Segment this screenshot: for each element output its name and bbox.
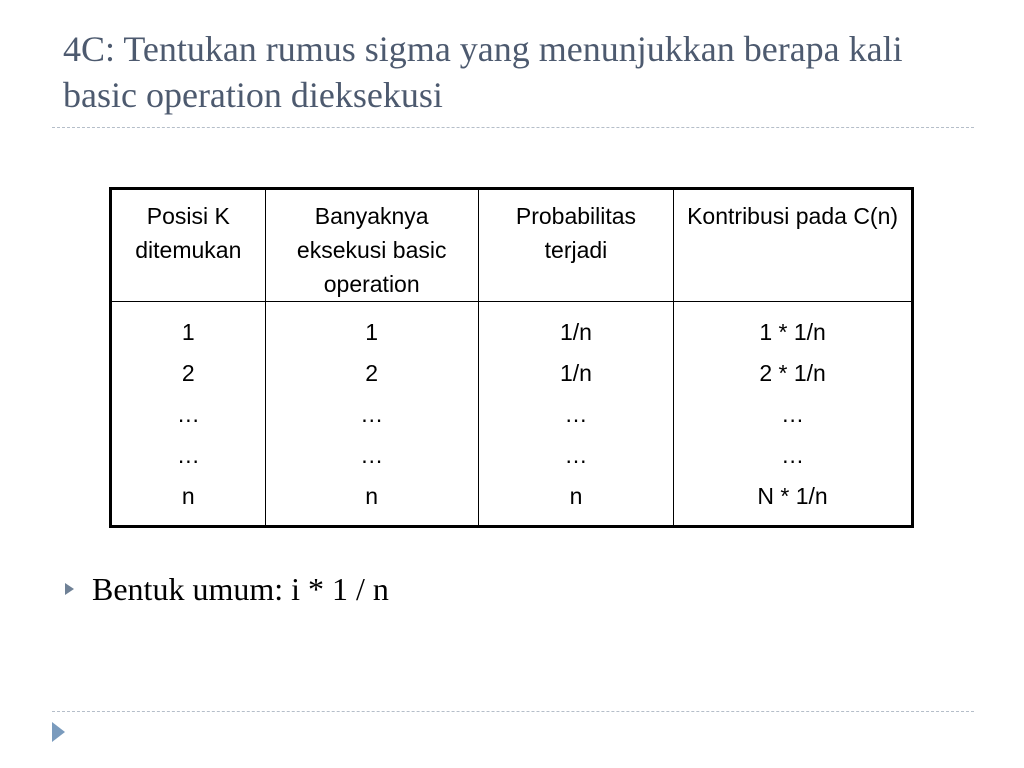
- header-banyaknya: Banyaknya eksekusi basic operation: [265, 189, 478, 302]
- cell-value: 1/n: [559, 319, 592, 345]
- slide-title: 4C: Tentukan rumus sigma yang menunjukkan berapa kali basic operation dieksekusi: [63, 29, 903, 115]
- cell-value: 1: [365, 319, 379, 345]
- cell-value: n: [181, 483, 195, 509]
- cell-posisi: [111, 302, 266, 527]
- cell-value: n: [569, 483, 583, 509]
- cell-banyaknya: [265, 302, 478, 527]
- cell-probabilitas: [478, 302, 673, 527]
- cell-value: 1 * 1/n: [759, 319, 826, 345]
- cell-value: 1: [181, 319, 195, 345]
- cell-value: …: [564, 442, 588, 468]
- header-kontribusi: Kontribusi pada C(n): [674, 189, 913, 302]
- triangle-bullet-icon: [65, 583, 74, 595]
- bullet-text: Bentuk umum: i * 1 / n: [92, 571, 389, 607]
- cell-value: …: [360, 442, 384, 468]
- cell-value: …: [781, 442, 805, 468]
- data-table: [109, 187, 914, 528]
- table-header-row: [111, 189, 913, 302]
- cell-value: …: [176, 442, 200, 468]
- cell-value: 2: [365, 360, 379, 386]
- cell-value: …: [781, 401, 805, 427]
- cell-value: 1/n: [559, 360, 592, 386]
- triangle-arrow-icon: [52, 722, 65, 742]
- header-probabilitas: Probabilitas terjadi: [478, 189, 673, 302]
- header-posisi: Posisi K ditemukan: [111, 189, 266, 302]
- cell-value: …: [564, 401, 588, 427]
- cell-value: N * 1/n: [757, 483, 828, 509]
- cell-value: 2 * 1/n: [759, 360, 826, 386]
- table-row: [111, 302, 913, 527]
- footer-divider: [52, 711, 974, 712]
- cell-value: n: [365, 483, 379, 509]
- cell-value: …: [360, 401, 384, 427]
- cell-kontribusi: [674, 302, 913, 527]
- title-divider: [52, 127, 974, 128]
- cell-value: …: [176, 401, 200, 427]
- cell-value: 2: [181, 360, 195, 386]
